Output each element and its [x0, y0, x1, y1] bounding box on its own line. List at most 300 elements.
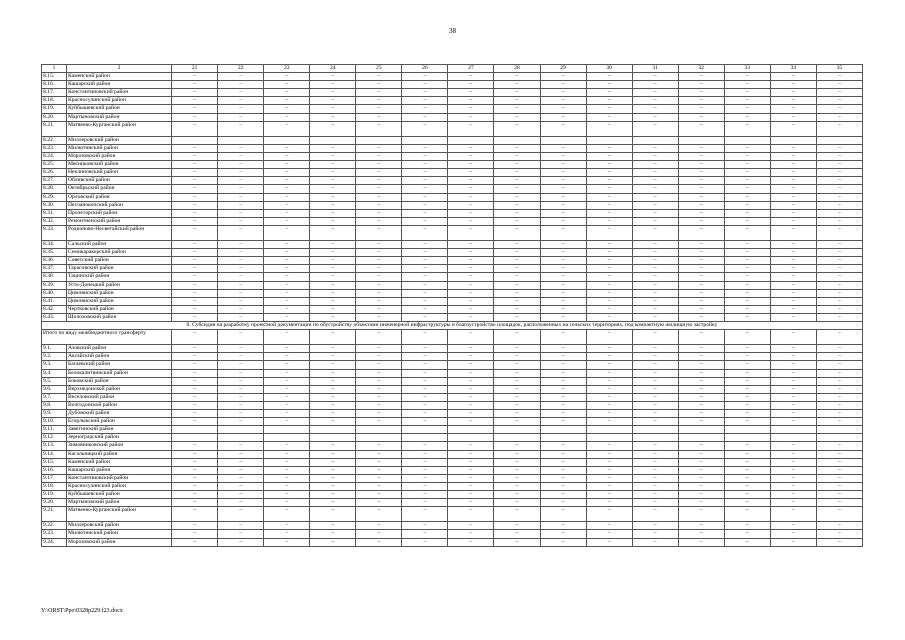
table-row	[42, 377, 863, 385]
value-cell: –	[540, 507, 586, 522]
value-cell: –	[724, 377, 770, 385]
value-cell: –	[310, 89, 356, 97]
value-cell: –	[264, 89, 310, 97]
value-cell: –	[218, 97, 264, 105]
value-cell: –	[494, 297, 540, 305]
value-cell: –	[448, 153, 494, 161]
value-cell: –	[310, 442, 356, 450]
table-row	[42, 313, 863, 321]
value-cell: –	[678, 81, 724, 89]
value-cell: –	[678, 225, 724, 240]
value-cell: –	[724, 538, 770, 546]
row-number: 8.16.	[42, 81, 67, 89]
value-cell: –	[632, 257, 678, 265]
value-cell: –	[678, 177, 724, 185]
value-cell	[816, 136, 862, 144]
value-cell: –	[724, 369, 770, 377]
value-cell: –	[264, 113, 310, 121]
value-cell: –	[172, 410, 218, 418]
value-cell: –	[402, 458, 448, 466]
value-cell: –	[678, 393, 724, 401]
value-cell: –	[172, 450, 218, 458]
value-cell: –	[448, 217, 494, 225]
value-cell: –	[586, 313, 632, 321]
value-cell: –	[310, 73, 356, 81]
value-cell: –	[632, 442, 678, 450]
value-cell: –	[816, 377, 862, 385]
value-cell: –	[632, 265, 678, 273]
value-cell: –	[724, 161, 770, 169]
row-number: 9.8.	[42, 401, 67, 409]
row-number: 9.17.	[42, 474, 67, 482]
value-cell: –	[402, 289, 448, 297]
district-name: Заветинский район	[67, 426, 172, 434]
value-cell: –	[632, 81, 678, 89]
value-cell: –	[402, 144, 448, 152]
value-cell: –	[678, 121, 724, 136]
value-cell: –	[172, 297, 218, 305]
value-cell: –	[356, 499, 402, 507]
value-cell: –	[494, 113, 540, 121]
value-cell: –	[724, 177, 770, 185]
value-cell	[770, 426, 816, 434]
value-cell	[678, 136, 724, 144]
value-cell: –	[356, 466, 402, 474]
value-cell	[816, 434, 862, 442]
value-cell: –	[724, 401, 770, 409]
value-cell: –	[816, 144, 862, 152]
value-cell: –	[678, 209, 724, 217]
value-cell: –	[310, 249, 356, 257]
value-cell: –	[448, 450, 494, 458]
value-cell: –	[678, 450, 724, 458]
value-cell: –	[172, 201, 218, 209]
district-name: Красносулинский район	[67, 482, 172, 490]
table-row	[42, 426, 863, 434]
value-cell: –	[402, 353, 448, 361]
value-cell: –	[586, 73, 632, 81]
value-cell	[632, 136, 678, 144]
value-cell: –	[356, 121, 402, 136]
value-cell: –	[448, 466, 494, 474]
table-row	[42, 113, 863, 121]
value-cell: –	[632, 522, 678, 530]
column-header: 22	[218, 65, 264, 73]
value-cell: –	[586, 330, 632, 345]
total-label: Итого по виду межбюджетного трансферту	[42, 330, 172, 345]
district-name: Тарасовский район	[67, 265, 172, 273]
value-cell: –	[586, 507, 632, 522]
value-cell: –	[218, 377, 264, 385]
value-cell: –	[494, 522, 540, 530]
value-cell: –	[402, 265, 448, 273]
value-cell: –	[356, 73, 402, 81]
value-cell: –	[218, 401, 264, 409]
value-cell: –	[172, 265, 218, 273]
value-cell: –	[770, 385, 816, 393]
value-cell: –	[264, 97, 310, 105]
value-cell: –	[310, 113, 356, 121]
value-cell: –	[402, 466, 448, 474]
column-header: 23	[264, 65, 310, 73]
value-cell: –	[264, 313, 310, 321]
table-row	[42, 217, 863, 225]
value-cell: –	[816, 113, 862, 121]
value-cell: –	[264, 369, 310, 377]
value-cell: –	[402, 369, 448, 377]
district-name: Аксайский район	[67, 353, 172, 361]
row-number: 8.32.	[42, 217, 67, 225]
value-cell: –	[448, 313, 494, 321]
value-cell	[540, 426, 586, 434]
value-cell: –	[724, 385, 770, 393]
value-cell: –	[540, 177, 586, 185]
value-cell: –	[494, 530, 540, 538]
value-cell: –	[218, 201, 264, 209]
value-cell: –	[218, 353, 264, 361]
value-cell: –	[540, 217, 586, 225]
district-name: Константиновский район	[67, 474, 172, 482]
value-cell: –	[540, 161, 586, 169]
table-row	[42, 121, 863, 136]
value-cell: –	[724, 490, 770, 498]
value-cell: –	[310, 393, 356, 401]
value-cell: –	[218, 474, 264, 482]
value-cell: –	[540, 241, 586, 249]
value-cell: –	[816, 401, 862, 409]
value-cell: –	[586, 450, 632, 458]
value-cell: –	[448, 105, 494, 113]
value-cell: –	[218, 538, 264, 546]
value-cell: –	[172, 185, 218, 193]
value-cell: –	[540, 113, 586, 121]
value-cell: –	[172, 281, 218, 289]
value-cell: –	[494, 450, 540, 458]
column-header: 30	[586, 65, 632, 73]
column-header: 35	[816, 65, 862, 73]
value-cell: –	[172, 361, 218, 369]
value-cell: –	[632, 185, 678, 193]
value-cell	[310, 136, 356, 144]
value-cell: –	[172, 161, 218, 169]
value-cell: –	[310, 273, 356, 281]
value-cell: –	[310, 81, 356, 89]
row-number: 9.15.	[42, 458, 67, 466]
value-cell: –	[724, 97, 770, 105]
value-cell: –	[770, 97, 816, 105]
value-cell: –	[724, 241, 770, 249]
district-name: Советский район	[67, 257, 172, 265]
value-cell: –	[678, 153, 724, 161]
row-number: 8.26.	[42, 169, 67, 177]
value-cell: –	[816, 297, 862, 305]
district-name: Неклиновский район	[67, 169, 172, 177]
value-cell: –	[586, 201, 632, 209]
value-cell: –	[540, 97, 586, 105]
value-cell: –	[494, 361, 540, 369]
value-cell: –	[816, 474, 862, 482]
value-cell: –	[586, 530, 632, 538]
table-row	[42, 507, 863, 522]
value-cell: –	[540, 458, 586, 466]
table-row	[42, 458, 863, 466]
value-cell: –	[632, 113, 678, 121]
value-cell: –	[494, 466, 540, 474]
district-name: Милютинский район	[67, 530, 172, 538]
value-cell: –	[402, 185, 448, 193]
value-cell: –	[172, 530, 218, 538]
value-cell: –	[218, 361, 264, 369]
value-cell: –	[264, 466, 310, 474]
value-cell: –	[356, 361, 402, 369]
value-cell: –	[448, 241, 494, 249]
value-cell: –	[448, 305, 494, 313]
value-cell: –	[816, 161, 862, 169]
value-cell: –	[540, 209, 586, 217]
table-row	[42, 193, 863, 201]
value-cell: –	[218, 313, 264, 321]
value-cell: –	[402, 313, 448, 321]
value-cell: –	[494, 490, 540, 498]
table-row	[42, 289, 863, 297]
value-cell: –	[264, 177, 310, 185]
value-cell: –	[816, 241, 862, 249]
value-cell: –	[448, 273, 494, 281]
value-cell: –	[356, 410, 402, 418]
value-cell: –	[402, 81, 448, 89]
district-name: Обливский район	[67, 177, 172, 185]
row-number: 8.23.	[42, 144, 67, 152]
district-name: Пролетарский район	[67, 209, 172, 217]
value-cell	[448, 434, 494, 442]
row-number: 9.21.	[42, 507, 67, 522]
value-cell	[632, 426, 678, 434]
value-cell: –	[264, 410, 310, 418]
value-cell: –	[586, 97, 632, 105]
value-cell: –	[402, 490, 448, 498]
value-cell: –	[494, 241, 540, 249]
value-cell: –	[218, 73, 264, 81]
value-cell: –	[678, 144, 724, 152]
value-cell: –	[540, 442, 586, 450]
column-header: 29	[540, 65, 586, 73]
value-cell: –	[494, 482, 540, 490]
district-name: Азовский район	[67, 345, 172, 353]
value-cell: –	[218, 458, 264, 466]
table-row	[42, 393, 863, 401]
value-cell: –	[678, 241, 724, 249]
value-cell: –	[540, 289, 586, 297]
value-cell: –	[770, 401, 816, 409]
value-cell: –	[724, 249, 770, 257]
value-cell: –	[264, 144, 310, 152]
value-cell: –	[678, 249, 724, 257]
value-cell: –	[632, 177, 678, 185]
value-cell: –	[632, 313, 678, 321]
value-cell: –	[770, 193, 816, 201]
value-cell: –	[770, 530, 816, 538]
value-cell: –	[632, 385, 678, 393]
value-cell: –	[402, 249, 448, 257]
value-cell: –	[770, 273, 816, 281]
value-cell: –	[494, 273, 540, 281]
value-cell: –	[356, 393, 402, 401]
district-name: Матвеево-Курганский район	[67, 121, 172, 136]
value-cell: –	[678, 105, 724, 113]
value-cell	[264, 434, 310, 442]
value-cell: –	[356, 313, 402, 321]
value-cell: –	[172, 209, 218, 217]
value-cell: –	[678, 482, 724, 490]
value-cell: –	[402, 385, 448, 393]
value-cell: –	[448, 97, 494, 105]
value-cell: –	[540, 313, 586, 321]
value-cell: –	[448, 113, 494, 121]
value-cell: –	[448, 530, 494, 538]
value-cell	[310, 426, 356, 434]
value-cell: –	[356, 177, 402, 185]
value-cell: –	[356, 281, 402, 289]
value-cell: –	[356, 217, 402, 225]
value-cell: –	[310, 257, 356, 265]
budget-table	[41, 64, 863, 547]
district-name: Багаевский район	[67, 361, 172, 369]
value-cell: –	[356, 201, 402, 209]
value-cell: –	[724, 345, 770, 353]
value-cell: –	[402, 177, 448, 185]
value-cell: –	[218, 369, 264, 377]
row-number: 9.23.	[42, 530, 67, 538]
value-cell: –	[816, 490, 862, 498]
value-cell: –	[494, 144, 540, 152]
row-number: 9.18.	[42, 482, 67, 490]
value-cell: –	[356, 225, 402, 240]
value-cell: –	[310, 458, 356, 466]
value-cell: –	[172, 490, 218, 498]
value-cell: –	[540, 257, 586, 265]
value-cell: –	[540, 393, 586, 401]
value-cell: –	[494, 193, 540, 201]
table-row	[42, 297, 863, 305]
value-cell: –	[264, 193, 310, 201]
column-header: 26	[402, 65, 448, 73]
value-cell: –	[632, 241, 678, 249]
district-name: Куйбышевский район	[67, 490, 172, 498]
value-cell: –	[816, 507, 862, 522]
value-cell: –	[218, 121, 264, 136]
value-cell: –	[310, 450, 356, 458]
value-cell: –	[402, 73, 448, 81]
value-cell: –	[218, 161, 264, 169]
row-number: 9.10.	[42, 418, 67, 426]
value-cell: –	[632, 458, 678, 466]
value-cell: –	[494, 209, 540, 217]
row-number: 8.28.	[42, 185, 67, 193]
value-cell: –	[770, 450, 816, 458]
value-cell: –	[816, 458, 862, 466]
value-cell: –	[540, 499, 586, 507]
value-cell: –	[678, 499, 724, 507]
value-cell	[264, 426, 310, 434]
table-row	[42, 185, 863, 193]
value-cell: –	[172, 353, 218, 361]
value-cell: –	[310, 217, 356, 225]
value-cell: –	[724, 466, 770, 474]
value-cell	[218, 426, 264, 434]
value-cell: –	[540, 193, 586, 201]
value-cell: –	[586, 458, 632, 466]
value-cell: –	[356, 273, 402, 281]
value-cell: –	[218, 169, 264, 177]
value-cell: –	[448, 185, 494, 193]
value-cell: –	[264, 393, 310, 401]
value-cell: –	[724, 410, 770, 418]
total-row	[42, 330, 863, 345]
value-cell: –	[264, 297, 310, 305]
value-cell: –	[586, 169, 632, 177]
value-cell: –	[816, 273, 862, 281]
value-cell: –	[172, 305, 218, 313]
value-cell: –	[586, 345, 632, 353]
value-cell: –	[172, 385, 218, 393]
value-cell: –	[724, 530, 770, 538]
value-cell: –	[494, 169, 540, 177]
row-number: 8.20.	[42, 113, 67, 121]
table-row	[42, 490, 863, 498]
value-cell: –	[816, 538, 862, 546]
value-cell: –	[264, 442, 310, 450]
value-cell: –	[448, 144, 494, 152]
value-cell: –	[494, 458, 540, 466]
table-row	[42, 401, 863, 409]
value-cell	[494, 434, 540, 442]
value-cell: –	[402, 193, 448, 201]
value-cell: –	[172, 81, 218, 89]
value-cell: –	[816, 249, 862, 257]
value-cell: –	[586, 249, 632, 257]
value-cell: –	[540, 369, 586, 377]
value-cell: –	[770, 81, 816, 89]
district-name: Веселовский район	[67, 393, 172, 401]
value-cell: –	[632, 297, 678, 305]
district-name: Тацинский район	[67, 273, 172, 281]
district-name: Морозовский район	[67, 538, 172, 546]
value-cell: –	[356, 345, 402, 353]
value-cell: –	[816, 201, 862, 209]
value-cell	[218, 434, 264, 442]
value-cell: –	[218, 297, 264, 305]
value-cell: –	[172, 482, 218, 490]
value-cell: –	[448, 297, 494, 305]
district-name: Каменский район	[67, 458, 172, 466]
value-cell: –	[264, 225, 310, 240]
district-name: Миллеровский район	[67, 136, 172, 144]
value-cell: –	[724, 450, 770, 458]
value-cell: –	[402, 121, 448, 136]
row-number: 8.19.	[42, 105, 67, 113]
value-cell: –	[586, 353, 632, 361]
table-row	[42, 345, 863, 353]
value-cell: –	[218, 177, 264, 185]
value-cell: –	[678, 313, 724, 321]
value-cell: –	[724, 281, 770, 289]
value-cell: –	[724, 507, 770, 522]
value-cell: –	[494, 265, 540, 273]
value-cell: –	[586, 499, 632, 507]
value-cell: –	[218, 522, 264, 530]
district-name: Верхнедонской район	[67, 385, 172, 393]
value-cell: –	[586, 361, 632, 369]
